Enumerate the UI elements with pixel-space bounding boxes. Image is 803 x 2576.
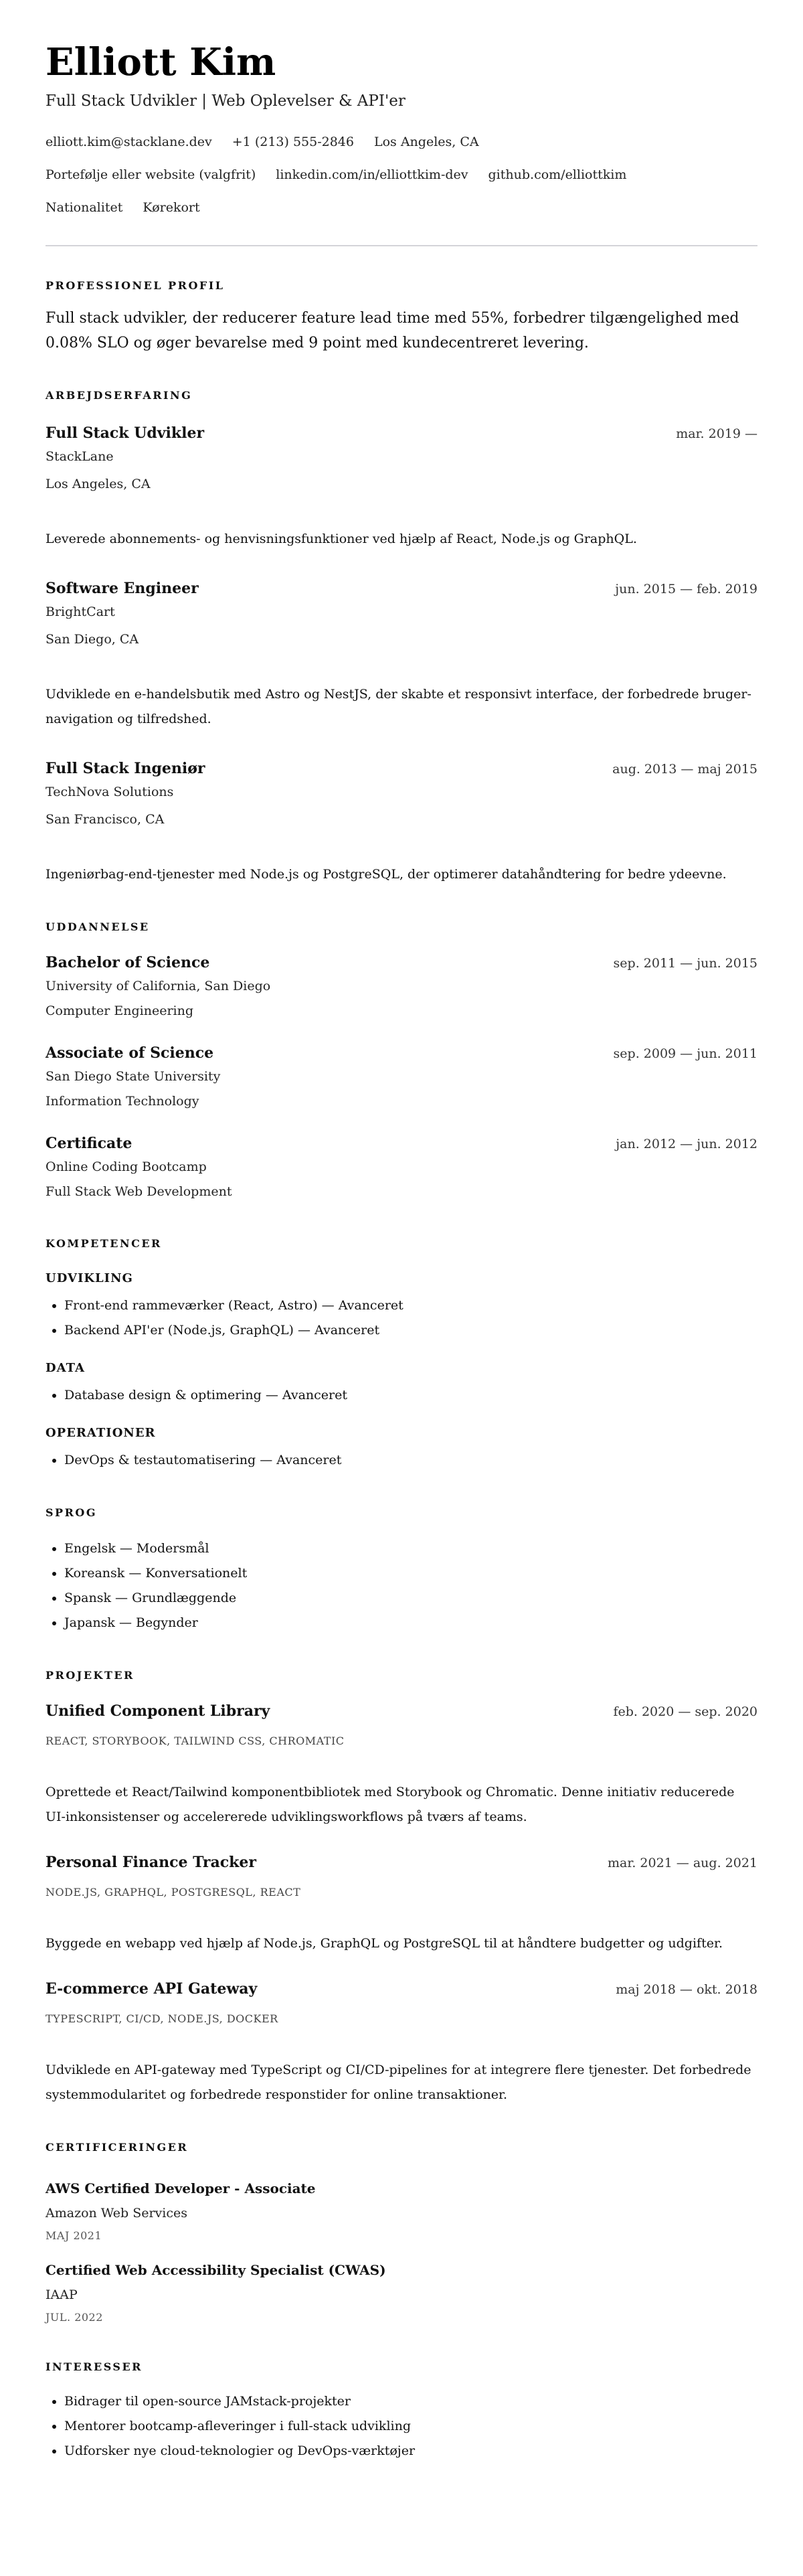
job-entry [46, 758, 757, 887]
certifications-section [46, 2141, 757, 2325]
links-row [46, 165, 757, 184]
education-dates: jan. 2012 — jun. 2012 [616, 1137, 757, 1151]
language-item: • Koreansk — Konversationelt [64, 1561, 757, 1586]
projects-section [46, 1669, 757, 2107]
section-heading: PROFESSIONEL PROFIL [46, 279, 225, 292]
education-entry [46, 953, 757, 1020]
section-heading: UDDANNELSE [46, 920, 150, 933]
school: Online Coding Bootcamp [46, 1159, 207, 1174]
project-name: Unified Component Library [46, 1702, 270, 1720]
experience-section [46, 389, 757, 887]
interests-section [46, 2360, 757, 2464]
education-entry [46, 1133, 757, 1201]
certification-issuer: Amazon Web Services [46, 2206, 188, 2221]
candidate-headline: Full Stack Udvikler | Web Oplevelser & API'er [46, 92, 406, 110]
field-of-study: Full Stack Web Development [46, 1184, 232, 1199]
section-heading: PROJEKTER [46, 1669, 135, 1682]
section-heading: KOMPETENCER [46, 1237, 162, 1250]
project-dates: maj 2018 — okt. 2018 [616, 1982, 757, 1997]
candidate-name: Elliott Kim [46, 40, 276, 84]
job-description: Ingeniørbag-end-tjenester med Node.js og PostgreSQL, der optimerer datahåndtering for bedre ydeevne. [46, 867, 727, 882]
job-location: San Francisco, CA [46, 812, 165, 827]
job-title: Software Engineer [46, 580, 199, 597]
interest-item: • Udforsker nye cloud-teknologier og DevOps-værktøjer [64, 2439, 757, 2464]
profile-section [46, 279, 757, 355]
portfolio-link[interactable]: Portefølje eller website (valgfrit) [46, 167, 256, 182]
certification-date: MAJ 2021 [46, 2229, 102, 2242]
header-divider [46, 245, 757, 246]
phone-link[interactable]: +1 (213) 555-2846 [232, 135, 354, 149]
project-name: Personal Finance Tracker [46, 1854, 256, 1871]
interest-item: • Mentorer bootcamp-afleveringer i full-stack udvikling [64, 2414, 757, 2439]
language-item: • Engelsk — Modersmål [64, 1536, 757, 1561]
job-location: Los Angeles, CA [46, 477, 151, 491]
job-description: Udviklede en e-handelsbutik med Astro og NestJS, der skabte et responsivt interface, der forbedrede bruger-navigation og tilfredshed. [46, 687, 751, 726]
project-tags: TYPESCRIPT, CI/CD, NODE.JS, DOCKER [46, 2012, 278, 2025]
project-name: E-commerce API Gateway [46, 1980, 258, 1998]
project-entry [46, 1701, 757, 1830]
skill-item: • Backend API'er (Node.js, GraphQL) — Avanceret [64, 1318, 757, 1343]
section-heading: INTERESSER [46, 2360, 143, 2373]
skills-section [46, 1237, 757, 1473]
profile-summary: Full stack udvikler, der reducerer feature lead time med 55%, forbedrer tilgængelighed med 0.08% SLO og øger bevarelse med 9 point med kundecentreret levering. [46, 310, 739, 351]
education-dates: sep. 2009 — jun. 2011 [613, 1046, 757, 1061]
skill-list [46, 1448, 757, 1473]
project-entry [46, 1852, 757, 1956]
project-tags: NODE.JS, GRAPHQL, POSTGRESQL, REACT [46, 1886, 301, 1899]
languages-section [46, 1506, 757, 1635]
location: Los Angeles, CA [373, 135, 479, 149]
interest-item: • Bidrager til open-source JAMstack-projekter [64, 2389, 757, 2414]
school: San Diego State University [46, 1069, 221, 1084]
certification-name: AWS Certified Developer - Associate [46, 2180, 316, 2196]
project-description: Oprettede et React/Tailwind komponentbibliotek med Storybook og Chromatic. Denne initiativ reducerede UI-inkonsistenser og accelererede udviklingsworkflows på tværs af teams. [46, 1785, 735, 1824]
section-heading: SPROG [46, 1506, 97, 1519]
certification-entry [46, 2261, 757, 2325]
email-link[interactable]: elliott.kim@stacklane.dev [46, 135, 212, 149]
field-of-study: Computer Engineering [46, 1003, 194, 1018]
job-location: San Diego, CA [46, 632, 139, 647]
degree: Certificate [46, 1135, 132, 1152]
certification-date: JUL. 2022 [46, 2311, 103, 2324]
project-entry [46, 1979, 757, 2107]
section-heading: ARBEJDSERFARING [46, 389, 193, 402]
personal-info-row [46, 198, 757, 217]
resume-header [46, 41, 757, 217]
job-description: Leverede abonnements- og henvisningsfunktioner ved hjælp af React, Node.js og GraphQL. [46, 532, 637, 546]
school: University of California, San Diego [46, 979, 271, 993]
field-of-study: Information Technology [46, 1094, 199, 1109]
interest-list [46, 2389, 757, 2464]
job-entry [46, 423, 757, 552]
skill-category: DATA [46, 1361, 85, 1375]
education-dates: sep. 2011 — jun. 2015 [613, 956, 757, 971]
skill-item: • Database design & optimering — Avanceret [64, 1383, 757, 1408]
skill-category: UDVIKLING [46, 1271, 133, 1285]
project-description: Udviklede en API-gateway med TypeScript og CI/CD-pipelines for at integrere flere tjenester. Det forbedrede systemmodularitet og forbedrede responstider for online transaktioner. [46, 2063, 751, 2102]
job-company: BrightCart [46, 605, 115, 619]
skill-item: • DevOps & testautomatisering — Avanceret [64, 1448, 757, 1473]
contact-row [46, 133, 757, 151]
job-dates: jun. 2015 — feb. 2019 [615, 582, 757, 596]
degree: Associate of Science [46, 1044, 214, 1062]
job-company: StackLane [46, 449, 114, 464]
job-title: Full Stack Ingeniør [46, 760, 205, 777]
job-dates: aug. 2013 — maj 2015 [612, 762, 757, 777]
language-list [46, 1536, 757, 1635]
section-heading: CERTIFICERINGER [46, 2141, 189, 2154]
language-item: • Spansk — Grundlæggende [64, 1586, 757, 1611]
certification-issuer: IAAP [46, 2287, 78, 2302]
job-title: Full Stack Udvikler [46, 424, 205, 442]
project-description: Byggede en webapp ved hjælp af Node.js, GraphQL og PostgreSQL til at håndtere budgetter og udgifter. [46, 1936, 723, 1951]
job-dates: mar. 2019 — [676, 426, 757, 441]
skill-list [46, 1383, 757, 1408]
skill-list [46, 1293, 757, 1343]
skill-item: • Front-end rammeværker (React, Astro) — Avanceret [64, 1293, 757, 1318]
education-entry [46, 1043, 757, 1111]
skill-category: OPERATIONER [46, 1426, 156, 1440]
drivers-license: Kørekort [143, 200, 200, 215]
certification-name: Certified Web Accessibility Specialist (CWAS) [46, 2262, 386, 2278]
language-item: • Japansk — Begynder [64, 1611, 757, 1635]
job-company: TechNova Solutions [46, 785, 174, 799]
degree: Bachelor of Science [46, 954, 210, 971]
project-dates: mar. 2021 — aug. 2021 [607, 1856, 757, 1870]
certification-entry [46, 2179, 757, 2243]
job-entry [46, 578, 757, 732]
linkedin-link[interactable]: linkedin.com/in/elliottkim-dev [276, 167, 468, 182]
resume-page [0, 41, 803, 2464]
project-tags: REACT, STORYBOOK, TAILWIND CSS, CHROMATIC [46, 1735, 345, 1747]
github-link[interactable]: github.com/elliottkim [488, 167, 627, 182]
project-dates: feb. 2020 — sep. 2020 [613, 1704, 757, 1719]
education-section [46, 920, 757, 1201]
nationality: Nationalitet [46, 200, 123, 215]
